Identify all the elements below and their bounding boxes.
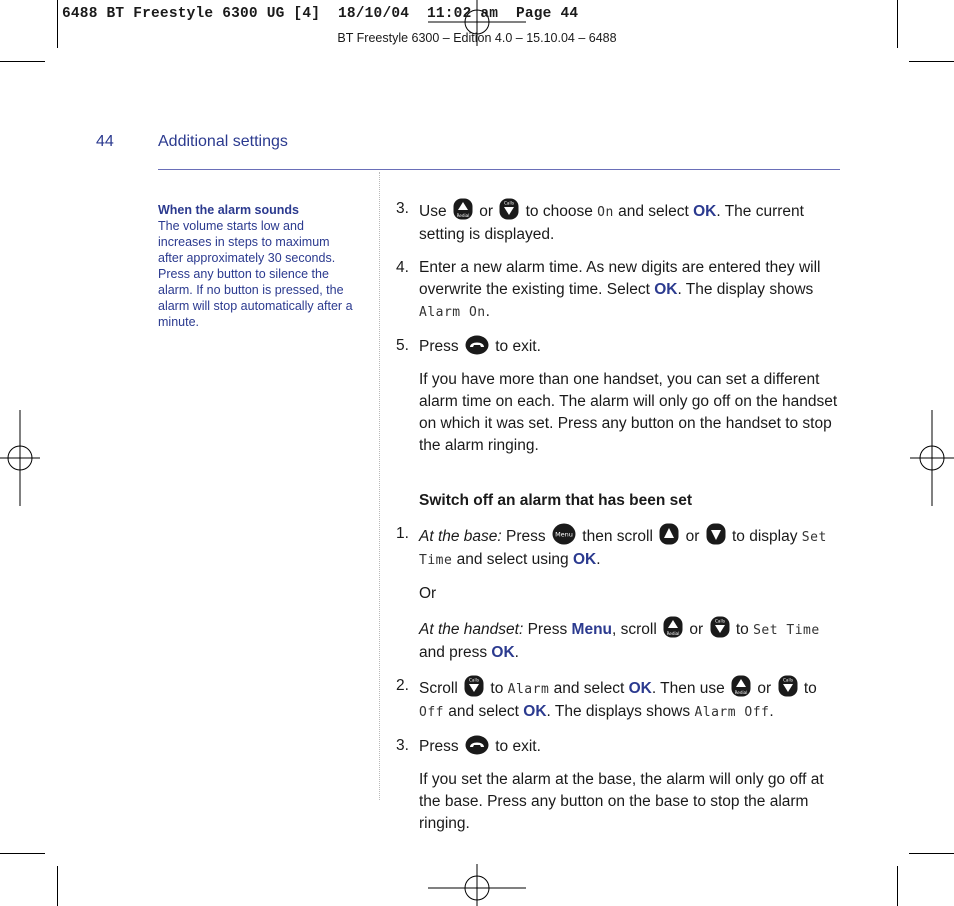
step-text-part: Press <box>419 738 459 755</box>
step-4-enter-time <box>396 257 841 324</box>
crop-mark <box>0 61 45 62</box>
step-text-part: Press <box>419 338 459 355</box>
step-text <box>419 198 841 246</box>
step-number: 4. <box>396 259 409 276</box>
calls-down-icon <box>710 616 730 638</box>
subheading-switch-off: Switch off an alarm that has been set <box>419 492 693 509</box>
step-text-part: Enter a new alarm time. As new digits are entered they will overwrite the existing time. Select <box>419 259 821 298</box>
display-text: Alarm On <box>419 305 486 320</box>
step-3-choose-on <box>396 198 841 246</box>
registration-mark-left <box>0 410 40 506</box>
ok-keyword: OK <box>491 644 515 661</box>
page-number: 44 <box>96 133 114 150</box>
menu-icon-label: Menu <box>555 530 573 539</box>
step-text-part: to <box>735 621 749 638</box>
end-call-icon <box>465 335 489 355</box>
step-text <box>419 675 841 724</box>
step-text-part: or <box>479 203 493 220</box>
main-content <box>396 198 841 846</box>
step-text <box>419 523 841 572</box>
step-text-part: then scroll <box>582 528 653 545</box>
step-text-part: to <box>490 680 504 697</box>
calls-down-icon <box>464 675 484 697</box>
at-handset-instructions <box>419 616 841 664</box>
at-handset-label: At the handset: <box>419 621 524 638</box>
redial-icon-label: Redial <box>666 631 680 636</box>
step-text-part: or <box>757 680 772 697</box>
step-number: 5. <box>396 337 409 354</box>
registration-mark-bottom <box>428 864 526 906</box>
section-title: Additional settings <box>158 133 288 150</box>
step-text-part: . <box>596 551 601 568</box>
calls-icon-label: Calls <box>782 677 793 683</box>
calls-icon-label: Calls <box>714 618 725 624</box>
end-call-icon <box>465 735 489 755</box>
sidebar-note <box>158 202 358 330</box>
menu-keyword: Menu <box>571 621 612 638</box>
calls-down-icon <box>499 198 519 220</box>
step-text-part: to choose <box>525 203 593 220</box>
at-base-label: At the base: <box>419 528 502 545</box>
step-text-part: to display <box>732 528 798 545</box>
step-text-part: to <box>803 680 817 697</box>
menu-icon <box>552 523 576 545</box>
step-2-scroll-alarm <box>396 675 841 724</box>
ok-keyword: OK <box>628 680 652 697</box>
down-arrow-icon <box>706 523 726 545</box>
column-divider <box>379 172 380 800</box>
ok-keyword: OK <box>654 281 678 298</box>
step-text-part: . The current setting is displayed. <box>419 203 804 243</box>
ok-keyword: OK <box>523 703 547 720</box>
or-line: Or <box>419 585 437 602</box>
calls-icon-label: Calls <box>504 200 515 206</box>
step-text <box>419 735 841 758</box>
step-number: 2. <box>396 677 409 694</box>
step-text-part: . <box>485 303 490 320</box>
edition-line: BT Freestyle 6300 – Edition 4.0 – 15.10.04 – 6488 <box>337 31 617 45</box>
redial-icon-label: Redial <box>734 690 748 695</box>
calls-icon-label: Calls <box>469 677 480 683</box>
crop-mark <box>897 866 898 906</box>
step-1-at-base <box>396 523 841 572</box>
step-text-part: , <box>612 621 621 638</box>
step-text-part: and press <box>419 644 488 661</box>
display-text: Set Time <box>419 530 827 568</box>
redial-up-icon <box>731 675 751 697</box>
step-text-part: . <box>769 703 774 720</box>
step-text-part: Press <box>506 528 546 545</box>
step-text <box>419 335 841 358</box>
display-text: On <box>597 205 614 220</box>
step-text-part: . Then use <box>651 680 725 697</box>
step-text-part: and select <box>553 680 625 697</box>
crop-mark <box>57 866 58 906</box>
step-text-part: to exit. <box>495 338 541 355</box>
step-text-part: . <box>514 644 519 661</box>
ok-keyword: OK <box>572 551 597 568</box>
step-text-part: or <box>685 528 700 545</box>
redial-up-icon <box>663 616 683 638</box>
step-text-part: and select <box>448 703 519 720</box>
crop-mark <box>909 853 954 854</box>
paragraph-multiple-handsets: If you have more than one handset, you can set a different alarm time on each. The alarm will only go off on the handset on which it was set. Press any button on the handset to stop the alarm ringing. <box>419 371 838 454</box>
header-rule <box>158 169 840 170</box>
step-text-part: . The display shows <box>677 281 814 298</box>
print-slug: 6488 BT Freestyle 6300 UG [4] 18/10/04 11:02 am Page 44 <box>62 6 579 22</box>
step-number: 3. <box>396 200 409 217</box>
step-text-part: and select <box>618 203 689 220</box>
crop-mark <box>909 61 954 62</box>
display-text: Alarm <box>507 682 550 697</box>
step-5-exit <box>396 335 841 358</box>
step-number: 3. <box>396 737 409 754</box>
display-text: Alarm Off <box>694 705 770 720</box>
ok-keyword: OK <box>693 203 717 220</box>
step-text-part: to exit. <box>495 738 541 755</box>
display-text: Set Time <box>753 623 820 638</box>
step-text-part: Scroll <box>419 680 458 697</box>
step-number: 1. <box>396 525 409 542</box>
step-text <box>419 257 841 324</box>
step-text-part: Use <box>419 203 447 220</box>
sidebar-title: When the alarm sounds <box>158 203 299 217</box>
paragraph-base-alarm: If you set the alarm at the base, the alarm will only go off at the base. Press any button on the base to stop the alarm ringing. <box>419 771 824 832</box>
display-text: Off <box>419 705 444 720</box>
registration-mark-right <box>910 410 954 506</box>
step-text-part: or <box>689 621 704 638</box>
step-3-exit <box>396 735 841 758</box>
step-text-part: scroll <box>620 621 657 638</box>
sidebar-text: The volume starts low and increases in steps to maximum after approximately 30 seconds. Press any button to silence the alarm. If no button is pressed, the alarm will stop automatically after a minute. <box>158 219 353 329</box>
crop-mark <box>0 853 45 854</box>
redial-up-icon <box>453 198 473 220</box>
redial-icon-label: Redial <box>456 213 470 218</box>
calls-down-icon <box>778 675 798 697</box>
up-arrow-icon <box>659 523 679 545</box>
step-text-part: and select using <box>456 551 569 568</box>
step-text-part: Press <box>527 621 568 638</box>
step-text-part: . The displays shows <box>546 703 691 720</box>
